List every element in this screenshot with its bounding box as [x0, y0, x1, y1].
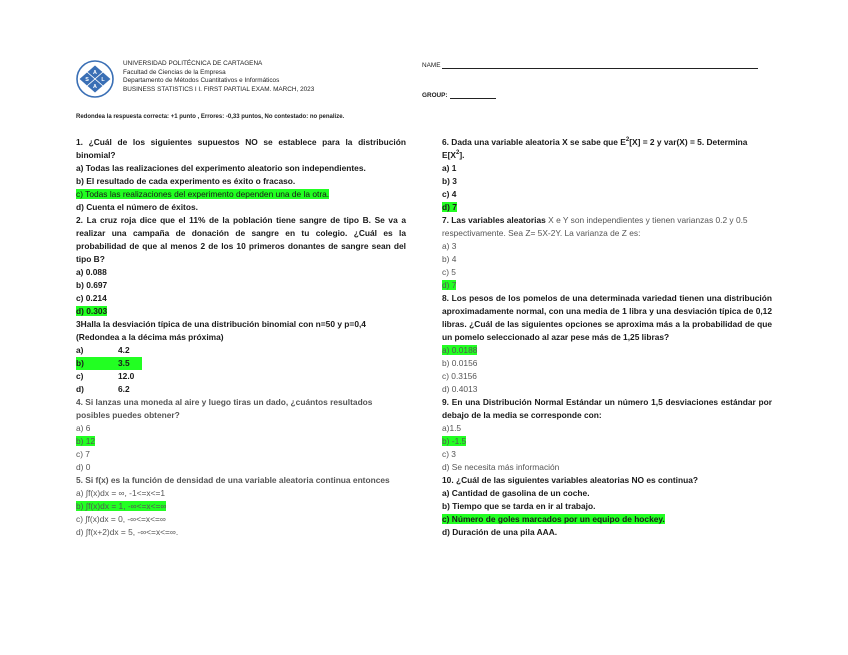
q8-option-a[interactable]: [442, 344, 772, 357]
q3-option-b-label: b): [76, 357, 118, 370]
q4-option-d[interactable]: d) 0: [76, 462, 91, 472]
q2-option-c[interactable]: c) 0.214: [76, 293, 107, 303]
question-8-text: 8. Los pesos de los pomelos de una determinada variedad tienen una distribución aproximadamente normal, con una media de 1 libra y una desviación típica de 0,12 libras. ¿Cuál de las siguientes opciones se aproxima más a la probabilidad de que un pomelo seleccionado al azar pese más de 1,25 libras?: [442, 293, 772, 342]
q10-option-a[interactable]: a) Cantidad de gasolina de un coche.: [442, 488, 590, 498]
q2-option-b[interactable]: b) 0.697: [76, 280, 108, 290]
q6-option-c[interactable]: c) 4: [442, 189, 457, 199]
question-3: [76, 318, 406, 396]
question-9: [442, 396, 772, 474]
name-label: NAME: [422, 62, 441, 69]
q2-option-a[interactable]: a) 0.088: [76, 267, 107, 277]
q5-option-c[interactable]: c) ∫f(x)dx = 0, -∞<=x<=∞: [76, 514, 166, 524]
question-7: [442, 214, 772, 292]
q6-text-part3: ].: [459, 150, 465, 160]
q6-option-d-highlight: d) 7: [442, 202, 457, 212]
exam-title: BUSINESS STATISTICS I I. FIRST PARTIAL EXAM. MARCH, 2023: [123, 85, 315, 93]
q5-option-a[interactable]: a) ∫f(x)dx = ∞, -1<=x<=1: [76, 488, 166, 498]
q9-option-b[interactable]: [442, 435, 772, 448]
question-8: [442, 292, 772, 396]
q1-option-c[interactable]: [76, 188, 406, 201]
question-1: [76, 136, 406, 214]
q3-option-c-value: 12.0: [118, 371, 135, 381]
question-7-text: [442, 214, 772, 240]
question-5: [76, 474, 406, 539]
q4-option-c[interactable]: c) 7: [76, 449, 90, 459]
question-10-text: 10. ¿Cuál de las siguientes variables aleatorias NO es continua?: [442, 475, 698, 485]
q8-option-d[interactable]: d) 0.4013: [442, 384, 478, 394]
q3-option-d[interactable]: [76, 383, 406, 396]
logo-letter-a: A: [93, 70, 97, 76]
university-name: UNIVERSIDAD POLITÉCNICA DE CARTAGENA: [123, 60, 263, 67]
q7-option-a[interactable]: a) 3: [442, 241, 457, 251]
q3-option-d-value: 6.2: [118, 384, 130, 394]
university-logo: [76, 60, 114, 98]
q4-option-a[interactable]: a) 6: [76, 423, 91, 433]
group-blank-line[interactable]: [450, 92, 496, 99]
question-5-text: 5. Si f(x) es la función de densidad de una variable aleatoria continua entonces: [76, 475, 390, 485]
group-label: GROUP:: [422, 92, 448, 99]
q5-option-b[interactable]: [76, 500, 406, 513]
department-name: Departamento de Métodos Cuantitativos e Informáticos: [123, 77, 280, 85]
q8-option-a-highlight: a) 0.0188: [442, 345, 478, 355]
q7-option-d-highlight: d) 7: [442, 280, 457, 290]
question-9-text: 9. En una Distribución Normal Estándar un número 1,5 desviaciones estándar por debajo de la media se corresponde con:: [442, 397, 772, 420]
q4-option-b-highlight: b) 12: [76, 436, 96, 446]
q10-option-c[interactable]: [442, 513, 772, 526]
q6-option-a[interactable]: a) 1: [442, 163, 457, 173]
question-4: [76, 396, 406, 474]
q3-option-b-value: 3.5: [118, 357, 142, 370]
q3-option-b[interactable]: [76, 357, 406, 370]
question-3-text: 3Halla la desviación típica de una distribución binomial con n=50 y p=0,4 (Redondea a la décima más próxima): [76, 319, 366, 342]
q3-option-c-label: c): [76, 371, 84, 381]
question-1-text: 1. ¿Cuál de los siguientes supuestos NO se establece para la distribución binomial?: [76, 137, 406, 160]
q3-option-c[interactable]: [76, 370, 406, 383]
q7-text-rest: X e Y son independientes y tienen varianzas 0.2 y 0.5 respectivamente. Sea Z= 5X-2Y. La varianza de Z es:: [442, 215, 748, 238]
q7-text-bold: 7. Las variables aleatorias: [442, 215, 546, 225]
q1-option-d[interactable]: d) Cuenta el número de éxitos.: [76, 202, 198, 212]
q6-text-part2: [X] = 2 y var(X) = 5. Determina E[X: [442, 137, 748, 160]
scoring-instructions: Redondea la respuesta correcta: +1 punto , Errores: -0,33 puntos, No contestado: no penalize.: [76, 114, 345, 120]
logo-letter-a2: A: [93, 84, 97, 90]
logo-letter-l: L: [101, 77, 105, 83]
question-4-text: 4. Si lanzas una moneda al aire y luego tiras un dado, ¿cuántos resultados posibles puedes obtener?: [76, 397, 373, 420]
q3-option-a[interactable]: [76, 344, 406, 357]
question-2: [76, 214, 406, 318]
name-field[interactable]: [422, 62, 758, 69]
q3-option-a-value: 4.2: [118, 345, 130, 355]
logo-letter-s: S: [85, 77, 89, 83]
question-6: [442, 136, 772, 214]
q7-option-c[interactable]: c) 5: [442, 267, 456, 277]
q7-option-b[interactable]: b) 4: [442, 254, 457, 264]
question-10: [442, 474, 772, 539]
question-2-text: 2. La cruz roja dice que el 11% de la población tiene sangre de tipo B. Se va a realizar una campaña de donación de sangre en tu colegio. ¿Cuál es la probabilidad de que al menos 2 de los 10 primeros donantes de sangre sean del tipo B?: [76, 215, 406, 264]
q2-option-d[interactable]: [76, 305, 406, 318]
left-column: [76, 136, 406, 539]
q10-option-d[interactable]: d) Duración de una pila AAA.: [442, 527, 558, 537]
q8-option-c[interactable]: c) 0.3156: [442, 371, 477, 381]
q6-text-part1: 6. Dada una variable aleatoria X se sabe que E: [442, 137, 626, 147]
q4-option-b[interactable]: [76, 435, 406, 448]
q6-option-b[interactable]: b) 3: [442, 176, 457, 186]
name-blank-line[interactable]: [442, 62, 758, 69]
right-column: [442, 136, 772, 539]
q6-superscript-2: 2: [455, 150, 460, 157]
question-6-text: [442, 136, 772, 162]
q1-option-a[interactable]: a) Todas las realizaciones del experimento aleatorio son independientes.: [76, 163, 366, 173]
exam-header: [76, 56, 776, 102]
q5-option-d[interactable]: d) ∫f(x+2)dx = 5, -∞<=x<=∞.: [76, 527, 179, 537]
q9-option-b-highlight: b) -1.5: [442, 436, 467, 446]
q3-option-d-label: d): [76, 384, 84, 394]
institution-block: [123, 60, 314, 94]
q9-option-a[interactable]: a)1.5: [442, 423, 462, 433]
q1-option-c-highlight: c) Todas las realizaciones del experimento dependen una de la otra.: [76, 189, 330, 199]
q3-option-a-label: a): [76, 345, 84, 355]
q1-option-b[interactable]: b) El resultado de cada experimento es éxito o fracaso.: [76, 176, 296, 186]
q9-option-d[interactable]: d) Se necesita más información: [442, 462, 560, 472]
q6-superscript-1: 2: [625, 137, 630, 144]
q10-option-b[interactable]: b) Tiempo que se tarda en ir al trabajo.: [442, 501, 596, 511]
q2-option-d-highlight: d) 0.303: [76, 306, 108, 316]
q9-option-c[interactable]: c) 3: [442, 449, 456, 459]
group-field[interactable]: [422, 92, 496, 99]
q7-option-d[interactable]: [442, 279, 772, 292]
faculty-name: Facultad de Ciencias de la Empresa: [123, 68, 226, 76]
q10-option-c-highlight: c) Número de goles marcados por un equipo de hockey.: [442, 514, 665, 524]
q5-option-b-highlight: b) ∫f(x)dx = 1, -∞<=x<=∞: [76, 501, 167, 511]
q8-option-b[interactable]: b) 0.0156: [442, 358, 478, 368]
q6-option-d[interactable]: [442, 201, 772, 214]
